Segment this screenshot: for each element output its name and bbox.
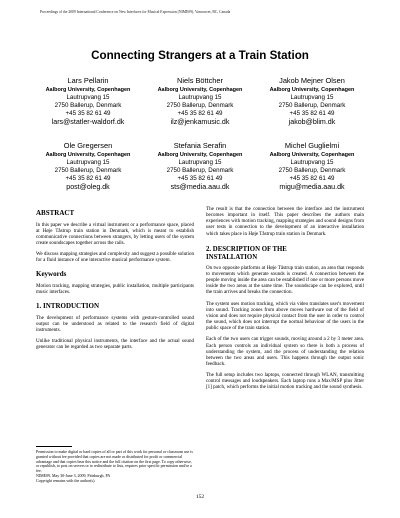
keywords-heading: Keywords [36,270,67,279]
author-email: sts@media.aau.dk [170,182,230,191]
author-city: 2750 Ballerup, Denmark [54,166,122,174]
author-affiliation: Aalborg University, Copenhagen [269,86,355,93]
footnote-rule [36,446,72,447]
author-name: Niels Böttcher [176,76,223,85]
abstract-paragraph-1: In this paper we describe a virtual instrument or a performance space, placed at Høje Tåstrup train station in Denmark, which is meant to establish communicative connections between strangers, by letting users of the system create soundscapes together across the rails. [36,221,194,246]
author-city: 2750 Ballerup, Denmark [278,166,346,174]
author-name: Jakob Mejner Olsen [279,76,345,85]
right-paragraph-1: The result is that the connection between the interface and the instrument becomes important in itself. This paper describes the authors main experiences with motion tracking, mapping strategies and sound designs from user tests in connection to the development of an interactive installation which takes place in Høje Tåstrup train station in Denmark. [206,206,364,237]
section-2-heading-line-2: INSTALLATION [206,253,258,261]
author-city: 2750 Ballerup, Denmark [166,101,234,109]
right-paragraph-5: The full setup includes two laptops, connected through WLAN, transmitting control messages and loudspeakers. Each laptop runs a Max/MSP plus Jitter [1] patch, which performs the initial motion tracking and the sound synthesis. [206,372,364,391]
author-street: Lautrupvang 15 [290,158,334,166]
author-street: Lautrupvang 15 [290,93,334,101]
author-name: Michel Guglielmi [284,141,340,150]
abstract-paragraph-2: We discuss mapping strategies and complexity and suggest a possible solution for a fluid instance of one interactive musical performance system. [36,251,194,264]
author-email: lars@statler-waldorf.dk [51,117,125,126]
author-city: 2750 Ballerup, Denmark [166,166,234,174]
page-number: 152 [195,494,205,500]
section-2-heading [206,246,364,262]
author-name: Lars Pellarin [67,76,109,85]
author-street: Lautrupvang 15 [178,158,222,166]
left-column [36,209,194,356]
author-email: ilz@jenkamusic.dk [170,117,230,126]
permission-notice [36,450,194,483]
copyright-line: Copyright remains with the author(s). [36,477,96,483]
author-street: Lautrupvang 15 [66,158,110,166]
author-city: 2750 Ballerup, Denmark [54,101,122,109]
author-block-2 [140,76,260,127]
author-affiliation: Aalborg University, Copenhagen [269,151,355,158]
author-phone: +45 35 82 61 49 [177,174,223,182]
keywords-text: Motion tracking, mapping strategies, public installation, multiple participants music interfaces. [36,282,194,296]
author-email: jakob@blim.dk [288,117,336,126]
author-phone: +45 35 82 61 49 [65,174,111,182]
author-affiliation: Aalborg University, Copenhagen [157,86,243,93]
introduction-heading: 1. INTRODUCTION [36,302,100,311]
right-paragraph-4: Each of the two users can trigger sounds, moving around a 2 by 3 meter area. Each person controls an individual system so there is both a process of understanding the system, and the process of understanding the relation between the two areas and users. This happens through the output sonic feedback. [206,336,364,367]
author-affiliation: Aalborg University, Copenhagen [45,151,131,158]
section-2-heading-line-1: 2. DESCRIPTION OF THE [206,245,287,253]
author-email: migu@media.aau.dk [279,182,345,191]
author-name: Ole Gregersen [63,141,113,150]
author-affiliation: Aalborg University, Copenhagen [45,86,131,93]
paper-title: Connecting Strangers at a Train Station [91,49,309,62]
author-email: post@oleg.dk [66,182,110,191]
intro-paragraph-2: Unlike traditional physical instruments, the interface and the actual sound generator can be regarded as two separate parts. [36,338,194,351]
author-phone: +45 35 82 61 49 [289,109,335,117]
author-phone: +45 35 82 61 49 [177,109,223,117]
author-block-6 [252,141,372,192]
permission-text: Permission to make digital or hard copies of all or part of this work for personal or classroom use is granted without fee provided that copies are not made or distributed for profit or commercial advantage and that copies bear this notice and the full citation on the first page. To copy otherwise, or republish, to post on servers or to redistribute to lists, requires prior specific permission and/or a fee. [36,449,193,473]
author-name: Stefania Serafin [173,141,227,150]
right-paragraph-3: The system uses motion tracking, which via video translates user's movement into sound. Tracking zones from above moves hardware out of the field of vision and does not require physical contact from the user in order to control the sound, which does not interrupt the normal behaviour of the users in the public space of the train station. [206,300,364,332]
author-phone: +45 35 82 61 49 [289,174,335,182]
author-block-5 [140,141,260,192]
proceedings-header: Proceedings of the 2009 International Conference on New Interfaces for Musical Expression (NIME09), Vancouver, BC, Canada [40,10,231,14]
right-column [206,206,364,396]
conference-line: NIME09, May 30-June 3, 2009, Pittsburgh, PA [36,472,111,478]
author-affiliation: Aalborg University, Copenhagen [157,151,243,158]
author-block-3 [252,76,372,127]
abstract-heading: ABSTRACT [36,209,75,217]
right-paragraph-2: On two opposite platforms at Høje Tåstrup train station, an area that responds to movements which generate sounds is created. A connection between the people moving inside the area can be established if one or more persons move inside the two areas at the same time. The soundscape can be explored, until the train arrives and breaks the connection. [206,264,364,296]
author-block-1 [28,76,148,127]
author-block-4 [28,141,148,192]
author-phone: +45 35 82 61 49 [65,109,111,117]
intro-paragraph-1: The development of performance systems with gesture-controlled sound output can be understood as related to the research field of digital instruments. [36,314,194,334]
author-street: Lautrupvang 15 [66,93,110,101]
author-city: 2750 Ballerup, Denmark [278,101,346,109]
author-street: Lautrupvang 15 [178,93,222,101]
